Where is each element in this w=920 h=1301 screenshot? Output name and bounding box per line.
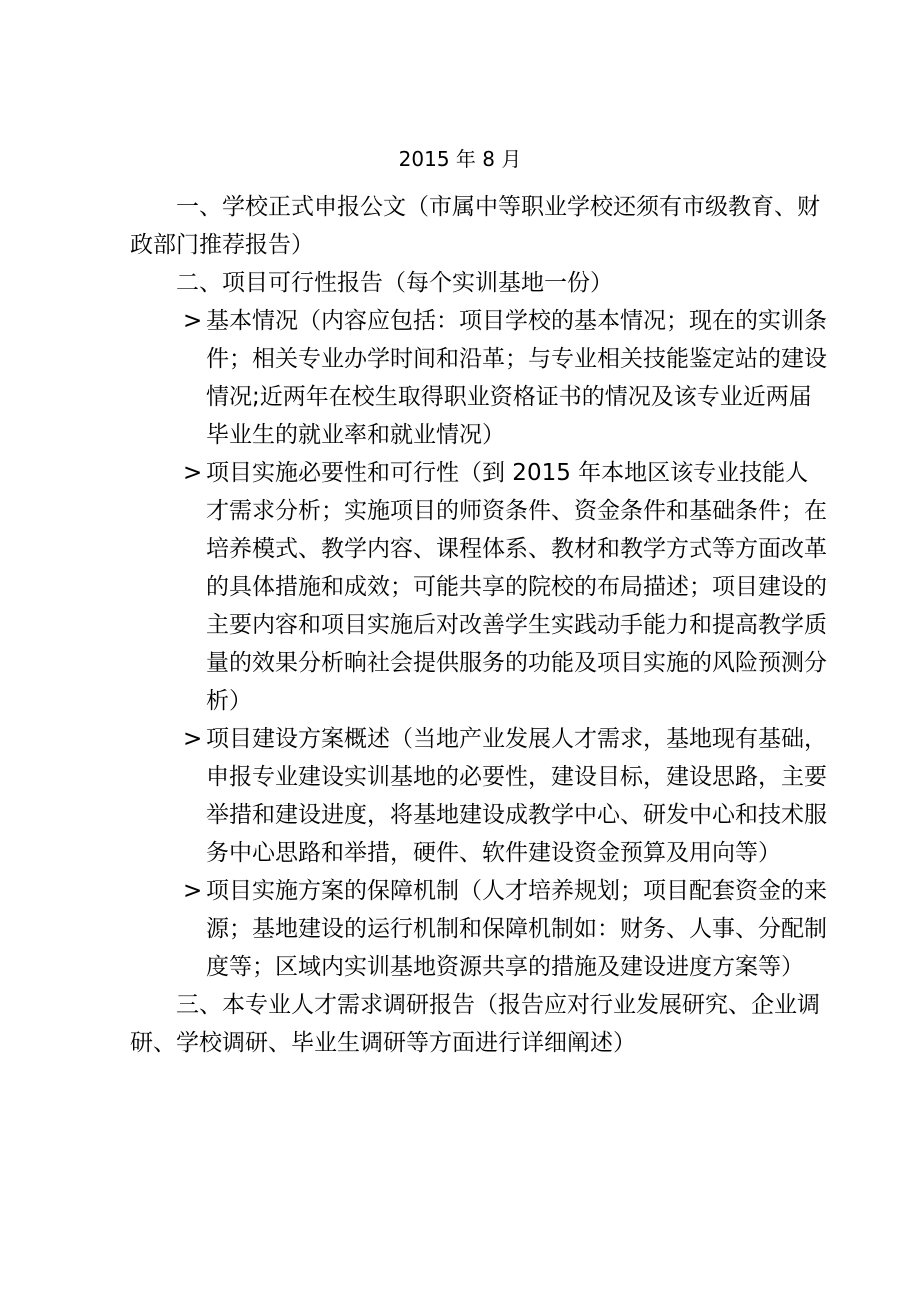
bullet-marker: > (183, 308, 203, 334)
section-3-paragraph: 三、本专业人才需求调研报告（报告应对行业发展研究、企业调研、学校调研、毕业生调研等方面进行详细阐述） (130, 992, 820, 1056)
document-date: 2015 年 8 月 (398, 147, 522, 171)
document-body (130, 188, 830, 1062)
list-item-text: 项目实施方案的保障机制（人才培养规划；项目配套资金的来源；基地建设的运行机制和保障机制如：财务、人事、分配制度等；区域内实训基地资源共享的措施及建设进度方案等） (206, 878, 827, 980)
list-item-construction-plan (183, 720, 830, 872)
section-2-heading: 二、项目可行性报告（每个实训基地一份） (176, 270, 613, 296)
bullet-marker: > (183, 726, 203, 752)
list-item-text: 基本情况（内容应包括：项目学校的基本情况；现在的实训条件；相关专业办学时间和沿革；与专业相关技能鉴定站的建设情况;近两年在校生取得职业资格证书的情况及该专业近两届毕业生的就业率和就业情况） (206, 308, 827, 448)
list-item-safeguard-mechanism (183, 872, 830, 986)
list-item-text: 项目建设方案概述（当地产业发展人才需求，基地现有基础，申报专业建设实训基地的必要性，建设目标，建设思路，主要举措和建设进度，将基地建设成教学中心、研发中心和技术服务中心思路和举措，硬件、软件建设资金预算及用向等） (206, 726, 827, 866)
bullet-marker: > (183, 878, 203, 904)
list-item-necessity-feasibility (183, 454, 830, 720)
bullet-marker: > (183, 460, 203, 486)
section-1-paragraph: 一、学校正式申报公文（市属中等职业学校还须有市级教育、财政部门推荐报告） (130, 194, 820, 258)
list-item-text: 项目实施必要性和可行性（到 2015 年本地区该专业技能人才需求分析；实施项目的师资条件、资金条件和基础条件；在培养模式、教学内容、课程体系、教材和教学方式等方面改革的具体措施和成效；可能共享的院校的布局描述；项目建设的主要内容和项目实施后对改善学生实践动手能力和提高教学质量的效果分析晌社会提供服务的功能及项目实施的风险预测分析） (206, 460, 827, 714)
list-item-basic-info (183, 302, 830, 454)
